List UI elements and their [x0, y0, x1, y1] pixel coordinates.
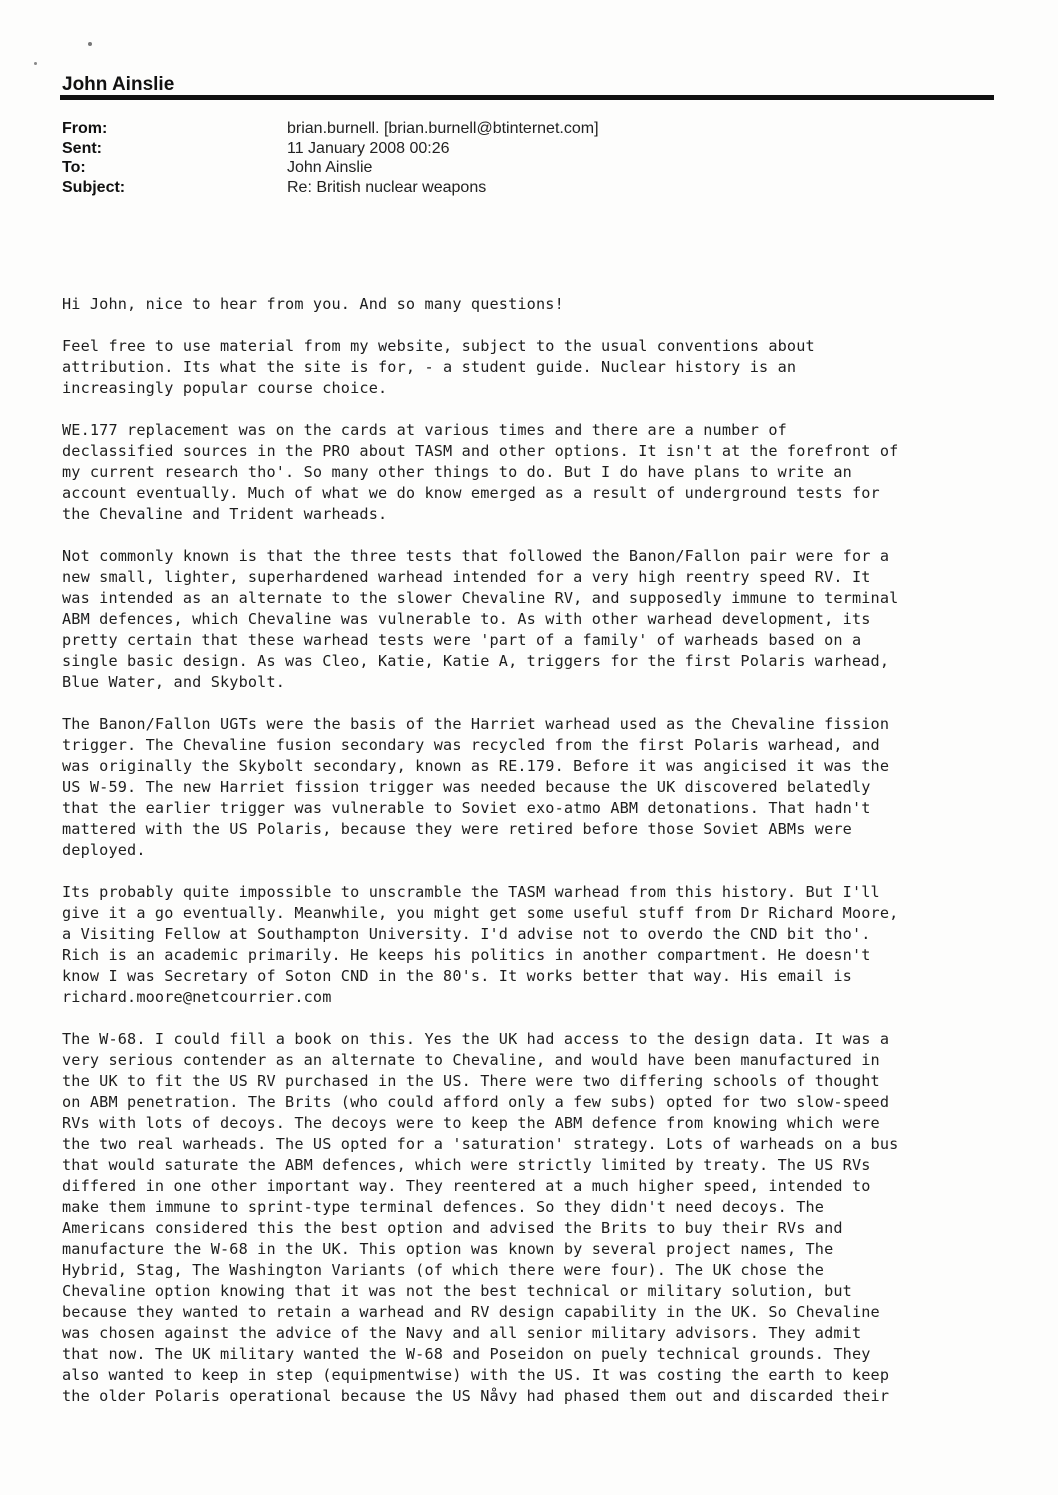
greeting-paragraph: Hi John, nice to hear from you. And so many questions! [62, 295, 564, 313]
we177-paragraph: WE.177 replacement was on the cards at various times and there are a number of declassified sources in the PRO about TASM and other options. It isn't at the forefront of my current research tho'. So many other things to do. But I do have plans to write an account eventually. Much of what we do know emerged as a result of underground tests for the Chevaline and Trident warheads. [62, 421, 899, 523]
tasm-paragraph: Its probably quite impossible to unscramble the TASM warhead from this history. But I'll give it a go eventually. Meanwhile, you might get some useful stuff from Dr Richard Moore, a Visiting Fellow at Southampton University. I'd advise not to overdo the CND bit tho'. Rich is an academic primarily. He keeps his politics in another compartment. He doesn't know I was Secretary of Soton CND in the 80's. It works better that way. His email is richard.moore@netcourrier.com [62, 883, 899, 1006]
sent-value: 11 January 2008 00:26 [287, 139, 450, 157]
subject-label: Subject: [62, 178, 126, 196]
header-rule [60, 95, 994, 100]
scan-speck [88, 42, 92, 46]
tests-paragraph: Not commonly known is that the three tests that followed the Banon/Fallon pair were for a new small, lighter, superhardened warhead intended for a very high reentry speed RV. It was intended as an alternate to the slower Chevaline RV, and supposedly immune to terminal ABM defences, which Chevaline was vulnerable to. As with other warhead development, its pretty certain that these warhead tests were 'part of a family' of warheads based on a single basic design. As was Cleo, Katie, Katie A, triggers for the first Polaris warhead, Blue Water, and Skybolt. [62, 547, 899, 691]
website-paragraph: Feel free to use material from my website, subject to the usual conventions about attribution. Its what the site is for, - a student guide. Nuclear history is an increasingly popular course choice. [62, 337, 815, 397]
from-value: brian.burnell. [brian.burnell@btinternet.com] [287, 120, 599, 137]
to-row [62, 158, 962, 178]
subject-row [62, 178, 962, 198]
email-body [62, 294, 972, 1428]
to-value: John Ainslie [287, 159, 373, 176]
sent-label: Sent: [62, 139, 102, 157]
mailbox-owner-name: John Ainslie [62, 74, 175, 95]
sent-row [62, 139, 962, 159]
subject-value: Re: British nuclear weapons [287, 178, 487, 196]
from-row [62, 119, 962, 139]
from-label: From: [62, 120, 108, 137]
email-header [62, 119, 962, 197]
to-label: To: [62, 159, 86, 176]
scan-speck [34, 62, 37, 65]
harriet-paragraph: The Banon/Fallon UGTs were the basis of the Harriet warhead used as the Chevaline fission trigger. The Chevaline fusion secondary was recycled from the first Polaris warhead, and was originally the Skybolt secondary, known as RE.179. Before it was angicised it was the US W-59. The new Harriet fission trigger was needed because the UK discovered belatedly that the earlier trigger was vulnerable to Soviet exo-atmo ABM detonations. That hadn't mattered with the US Polaris, because they were retired before those Soviet ABMs were deployed. [62, 715, 890, 859]
w68-paragraph: The W-68. I could fill a book on this. Yes the UK had access to the design data. It was a very serious contender as an alternate to Chevaline, and would have been manufactured in the UK to fit the US RV purchased in the US. There were two differing schools of thought on ABM penetration. The Brits (who could afford only a few subs) opted for two slow-speed RVs with lots of decoys. The decoys were to keep the ABM defence from knowing which were the two real warheads. The US opted for a 'saturation' strategy. Lots of warheads on a bus that would saturate the ABM defences, which were strictly limited by treaty. The US RVs differed in one other important way. They reentered at a much higher speed, intended to make them immune to sprint-type terminal defences. So they didn't need decoys. The Americans considered this the best option and advised the Brits to buy their RVs and manufacture the W-68 in the UK. This option was known by several project names, The Hybrid, Stag, The Washington Variants (of which there were four). The UK chose the Chevaline option knowing that it was not the best technical or military solution, but because they wanted to retain a warhead and RV design capability in the UK. So Chevaline was chosen against the advice of the Navy and all senior military advisors. They admit that now. The UK military wanted the W-68 and Poseidon on puely technical grounds. They also wanted to keep in step (equipmentwise) with the US. It was costing the earth to keep the older Polaris operational because the US Nåvy had phased them out and discarded their [62, 1030, 899, 1405]
